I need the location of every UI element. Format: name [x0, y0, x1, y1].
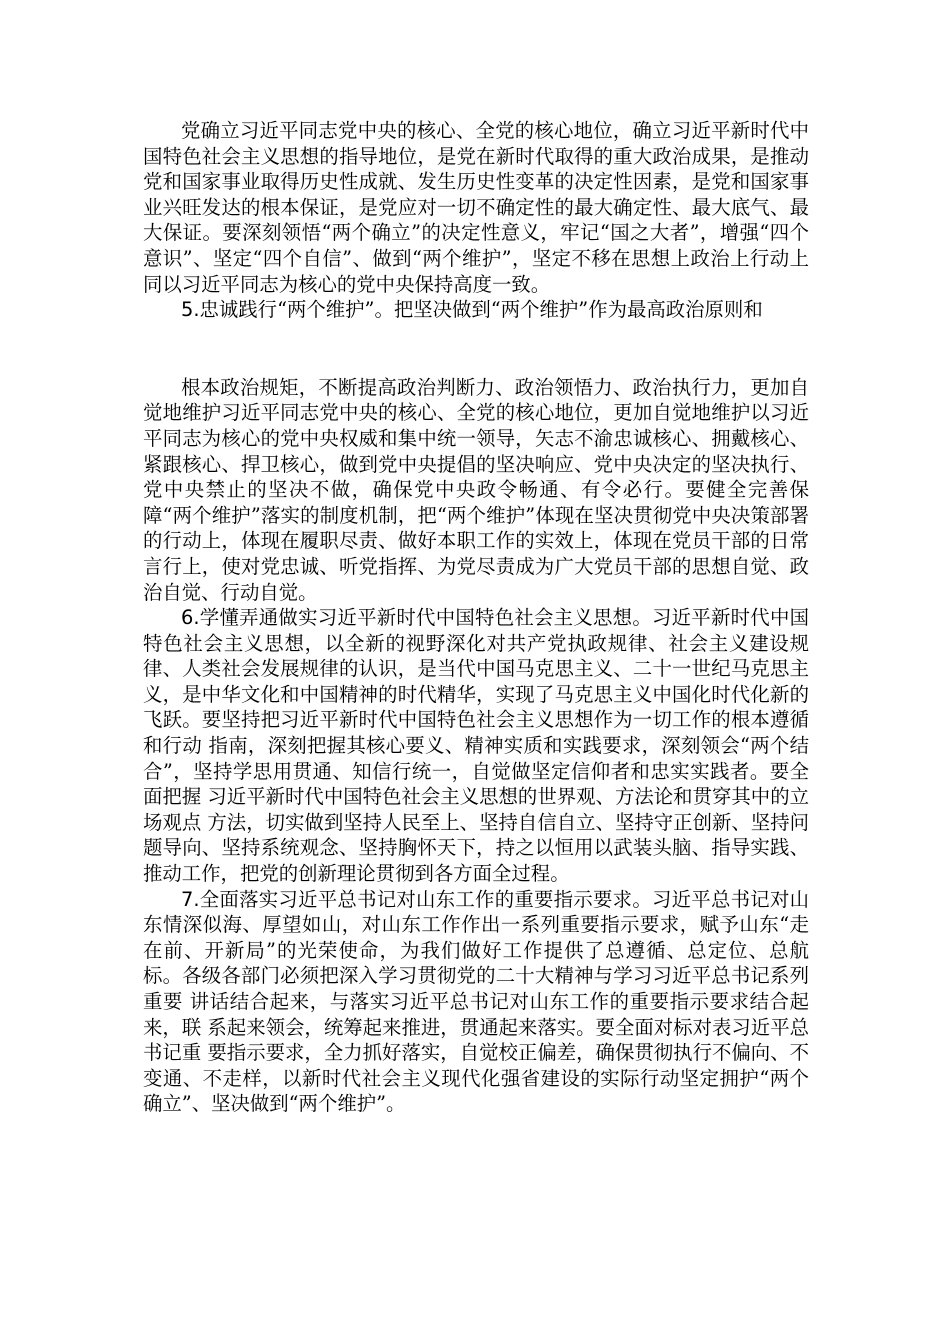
paragraph-number: 5.: [181, 298, 200, 322]
paragraph-text: 党确立习近平同志党中央的核心、全党的核心地位，确立习近平新时代中国特色社会主义思想的指导地位，是党在新时代取得的重大政治成果，是推动党和国家事业取得历史性成就、发生历史性变革的决定性因素，是党和国家事业兴旺发达的根本保证，是党应对一切不确定性的最大确定性、最大底气、最大保证。要深刻领悟“两个确立”的决定性意义，牢记“国之大者”，增强“四个意识”、坚定“四个自信”、做到“两个维护”，坚定不移在思想上政治上行动上同以习近平同志为核心的党中央保持高度一致。: [143, 119, 809, 296]
paragraph-text: 根本政治规矩，不断提高政治判断力、政治领悟力、政治执行力，更加自觉地维护习近平同志党中央的核心、全党的核心地位，更加自觉地维护以习近平同志为核心的党中央权威和集中统一领导，矢志不渝忠诚核心、拥戴核心、紧跟核心、捍卫核心，做到党中央提倡的坚决响应、党中央决定的坚决执行、党中央禁止的坚决不做，确保党中央政令畅通、有令必行。要健全完善保障“两个维护”落实的制度机制，把“两个维护”体现在坚决贯彻党中央决策部署的行动上，体现在履职尽责、做好本职工作的实效上，体现在党员干部的日常言行上，使对党忠诚、听党指挥、为党尽责成为广大党员干部的思想自觉、政治自觉、行动自觉。: [143, 375, 809, 604]
paragraph-6: [143, 605, 809, 887]
paragraph-text: 全面落实习近平总书记对山东工作的重要指示要求。习近平总书记对山东情深似海、厚望如山，对山东工作作出一系列重要指示要求，赋予山东“走 在前、开新局”的光荣使命，为我们做好工作提供了总遵循、总定位、总航标。各级各部门必须把深入学习贯彻党的二十大精神与学习习近平总书记系列重要 讲话结合起来，与落实习近平总书记对山东工作的重要指示要求结合起来，联 系起来领会，统筹起来推进，贯通起来落实。要全面对标对表习近平总书记重 要指示要求，全力抓好落实，自觉校正偏差，确保贯彻执行不偏向、不变通、不走样，以新时代社会主义现代化强省建设的实际行动坚定拥护“两个确立”、坚决做到“两个维护”。: [143, 887, 809, 1116]
paragraph-text: 学懂弄通做实习近平新时代中国特色社会主义思想。习近平新时代中国特色社会主义思想，以全新的视野深化对共产党执政规律、社会主义建设规律、人类社会发展规律的认识，是当代中国马克思主义、二十一世纪马克思主义，是中华文化和中国精神的时代精华，实现了马克思主义中国化时代化新的飞跃。要坚持把习近平新时代中国特色社会主义思想作为一切工作的根本遵循和行动 指南，深刻把握其核心要义、精神实质和实践要求，深刻领会“两个结合”，坚持学思用贯通、知信行统一，自觉做坚定信仰者和忠实实践者。要全面把握 习近平新时代中国特色社会主义思想的世界观、方法论和贯穿其中的立场观点 方法，切实做到坚持人民至上、坚持自信自立、坚持守正创新、坚持问题导向、坚持系统观念、坚持胸怀天下，持之以恒用以武装头脑、指导实践、推动工作，把党的创新理论贯彻到各方面全过程。: [143, 606, 809, 886]
paragraph-two-establishments: [143, 118, 809, 297]
paragraph-5-heading: [143, 297, 809, 323]
paragraph-text: 忠诚践行“两个维护”。把坚决做到“两个维护”作为最高政治原则和: [199, 298, 763, 322]
page-break-gap: [143, 323, 809, 375]
paragraph-5-continued: [143, 375, 809, 605]
paragraph-7: [143, 887, 809, 1117]
paragraph-number: 6.: [181, 606, 200, 630]
document-body: [143, 118, 809, 1117]
paragraph-number: 7.: [181, 887, 200, 911]
